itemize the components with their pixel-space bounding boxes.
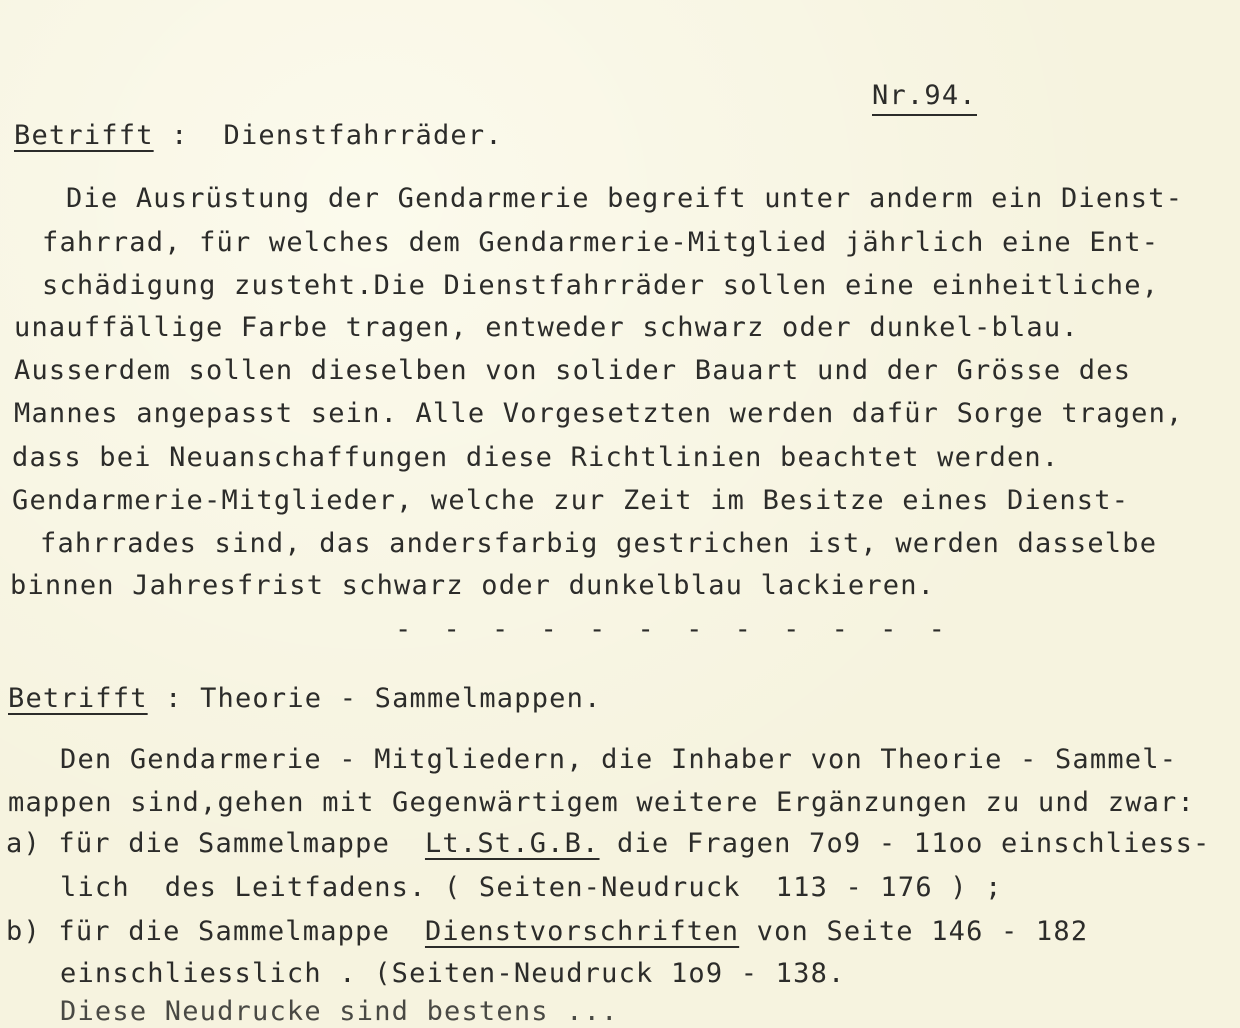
section1-line: binnen Jahresfrist schwarz oder dunkelblau lackieren. [10,570,936,601]
item-text: die Fragen 7o9 - 11oo einschliess- [617,828,1211,859]
section1-line: Die Ausrüstung der Gendarmerie begreift unter anderm ein Dienst- [66,183,1184,214]
section1-line: Mannes angepasst sein. Alle Vorgesetzten werden dafür Sorge tragen, [14,398,1184,429]
list-item-a [6,828,1210,860]
underlined-term: Dienstvorschriften [424,916,740,947]
section2-subject: Theorie - Sammelmappen. [200,683,602,714]
section1-heading [14,120,503,152]
section1-subject: Dienstfahrräder. [223,120,503,151]
section1-line: schädigung zusteht.Die Dienstfahrräder sollen eine einheitliche, [42,270,1160,301]
list-item-b [6,916,1088,948]
section1-line: Ausserdem sollen dieselben von solider Bauart und der Grösse des [14,355,1132,386]
section-separator: - - - - - - - - - - - - [395,614,953,645]
section1-line: dass bei Neuanschaffungen diese Richtlinien beachtet werden. [12,442,1060,473]
section1-line: unauffällige Farbe tragen, entweder schwarz oder dunkel-blau. [14,312,1079,343]
list-marker: a) [6,828,41,859]
document-number: Nr.94. [872,80,977,116]
section1-line: fahrrades sind, das andersfarbig gestrichen ist, werden dasselbe [40,528,1158,559]
section1-line: Gendarmerie-Mitglieder, welche zur Zeit im Besitze eines Dienst- [12,485,1130,516]
betrifft-label: Betrifft [14,120,154,151]
list-marker: b) [6,916,41,947]
list-item-b-continuation: einschliesslich . (Seiten-Neudruck 1o9 - 138. [60,958,846,989]
list-item-a-continuation: lich des Leitfadens. ( Seiten-Neudruck 113 - 176 ) ; [60,872,1003,903]
section2-line: Den Gendarmerie - Mitgliedern, die Inhaber von Theorie - Sammel- [60,744,1178,775]
item-text: für die Sammelmappe [58,916,391,947]
item-text: für die Sammelmappe [58,828,391,859]
cut-off-line: Diese Neudrucke sind bestens ... [60,996,619,1027]
betrifft-label: Betrifft [8,683,148,714]
section2-line: mappen sind,gehen mit Gegenwärtigem weitere Ergänzungen zu und zwar: [8,787,1195,818]
heading-colon: : [171,120,189,151]
heading-colon: : [165,683,183,714]
underlined-term: Lt.St.G.B. [424,828,600,859]
section2-heading [8,683,602,715]
section1-line: fahrrad, für welches dem Gendarmerie-Mitglied jährlich eine Ent- [42,227,1160,258]
item-text: von Seite 146 - 182 [756,916,1089,947]
